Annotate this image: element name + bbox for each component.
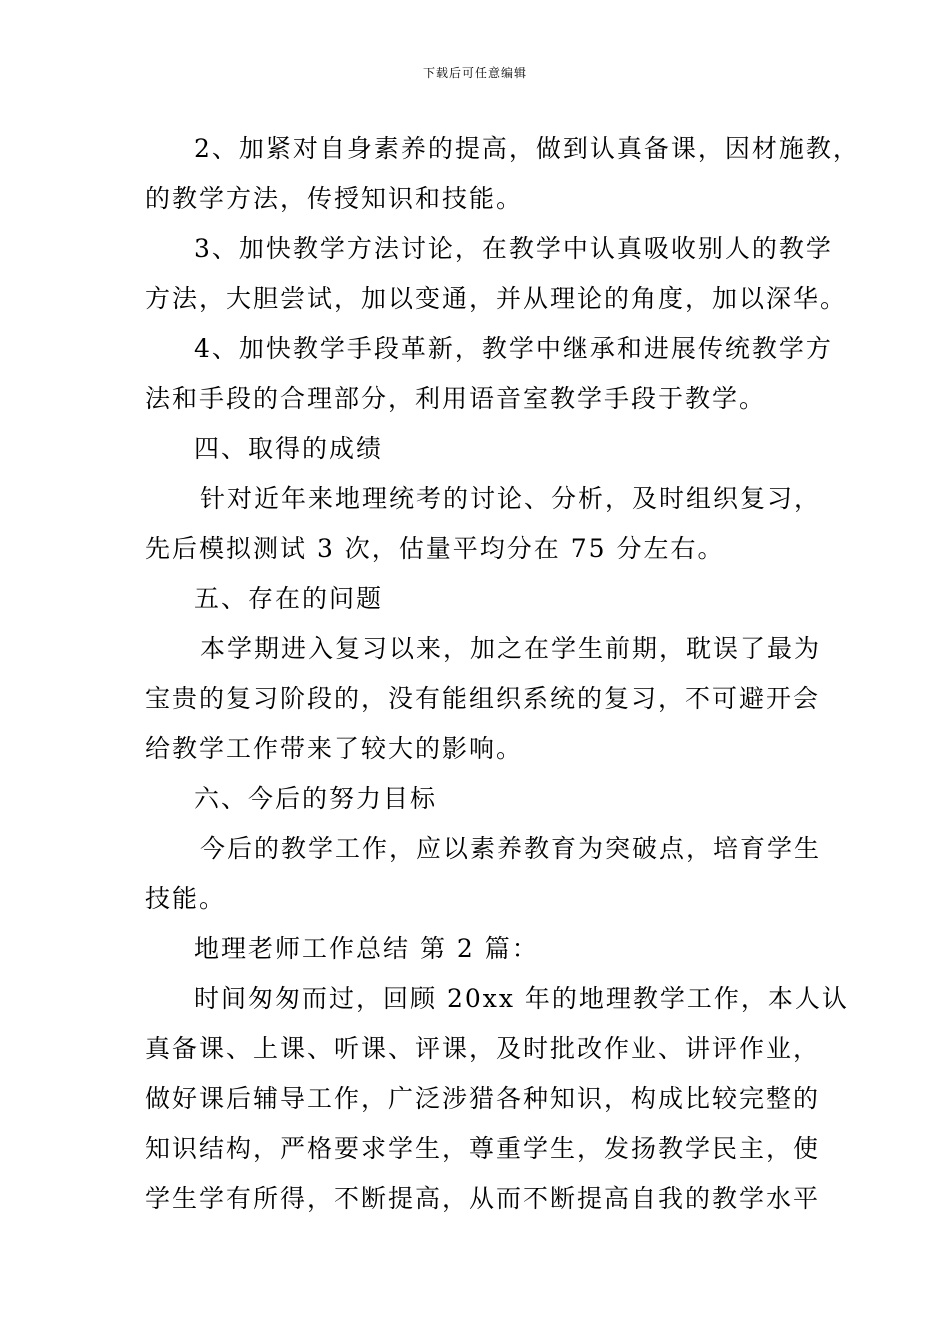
paragraph-line: 4、加快教学手段革新，教学中继承和进展传统教学方 xyxy=(194,334,833,363)
paragraph-line: 法和手段的合理部分，利用语音室教学手段于教学。 xyxy=(145,384,767,413)
paragraph-line: 时间匆匆而过，回顾 20xx 年的地理教学工作，本人认 xyxy=(194,984,849,1013)
paragraph-line: 技能。 xyxy=(145,884,227,913)
paragraph-line: 做好课后辅导工作，广泛涉猎各种知识，构成比较完整的 xyxy=(145,1084,821,1113)
section-heading: 五、存在的问题 xyxy=(194,584,384,613)
paragraph-line: 3、加快教学方法讨论，在教学中认真吸收别人的教学 xyxy=(194,234,833,263)
article-title: 地理老师工作总结 第 2 篇： xyxy=(194,934,539,963)
paragraph-line: 真备课、上课、听课、评课，及时批改作业、讲评作业， xyxy=(145,1034,821,1063)
page-header: 下载后可任意编辑 xyxy=(422,66,527,80)
paragraph-line: 方法，大胆尝试，加以变通，并从理论的角度，加以深华。 xyxy=(145,284,848,313)
section-heading: 六、今后的努力目标 xyxy=(194,784,438,813)
paragraph-line: 知识结构，严格要求学生，尊重学生，发扬教学民主，使 xyxy=(145,1134,821,1163)
paragraph-line: 学生学有所得，不断提高，从而不断提高自我的教学水平 xyxy=(145,1184,821,1213)
paragraph-line: 针对近年来地理统考的讨论、分析，及时组织复习， xyxy=(200,484,822,513)
section-heading: 四、取得的成绩 xyxy=(194,434,384,463)
paragraph-line: 今后的教学工作，应以素养教育为突破点，培育学生 xyxy=(200,834,822,863)
paragraph-line: 给教学工作带来了较大的影响。 xyxy=(145,734,524,763)
paragraph-line: 本学期进入复习以来，加之在学生前期，耽误了最为 xyxy=(200,634,822,663)
paragraph-line: 的教学方法，传授知识和技能。 xyxy=(145,184,524,213)
paragraph-line: 2、加紧对自身素养的提高，做到认真备课，因材施教， xyxy=(194,134,860,163)
paragraph-line: 宝贵的复习阶段的，没有能组织系统的复习，不可避开会 xyxy=(145,684,821,713)
paragraph-line: 先后模拟测试 3 次，估量平均分在 75 分左右。 xyxy=(145,534,725,563)
